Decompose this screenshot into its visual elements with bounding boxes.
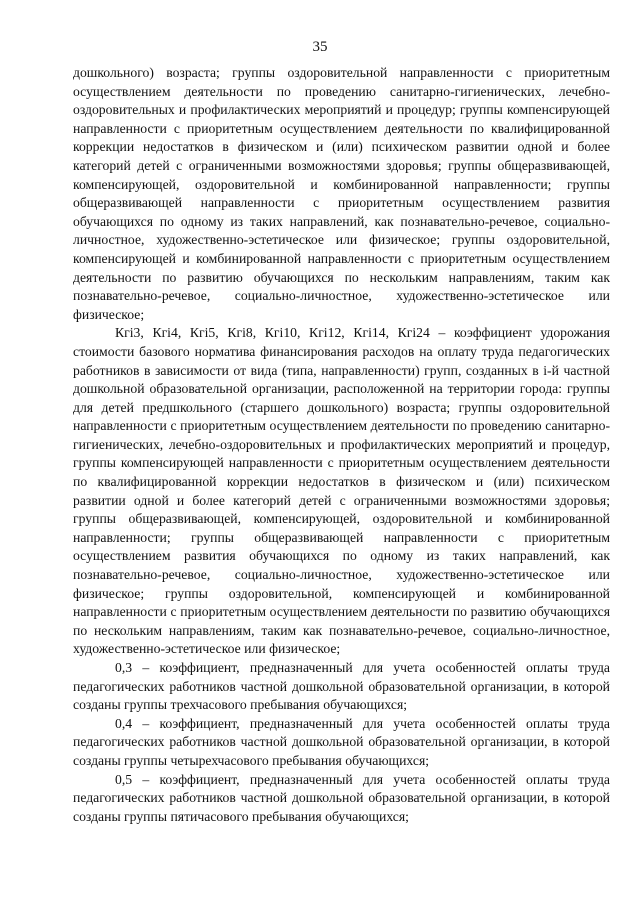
paragraph-coefficient-0-5: 0,5 – коэффициент, предназначенный для учета особенностей оплаты труда педагогических работников частной дошкольной образовательной организации, в которой созданы группы пятичасового пребывания обучающихся; (73, 771, 610, 824)
body-text (73, 64, 610, 826)
paragraph-continuation: дошкольного) возраста; группы оздоровительной направленности с приоритетным осуществлением деятельности по проведению санитарно-гигиенических, лечебно-оздоровительных и профилактических мероприятий и процедур; группы компенсирующей направленности с приоритетным осуществлением деятельности по квалифицированной коррекции недостатков в физическом и (или) психическом развитии одной и более категорий детей с ограниченными возможностями здоровья; группы общеразвивающей, компенсирующей, оздоровительной и комбинированной направленности; группы общеразвивающей направленности с приоритетным осуществлением развития обучающихся по одному из таких направлений, как познавательно-речевое, социально-личностное, художественно-эстетическое или физическое; группы оздоровительной, компенсирующей и комбинированной направленности с приоритетным осуществлением деятельности по развитию обучающихся по нескольким направлениям, таким как познавательно-речевое, социально-личностное, художественно-эстетическое или физическое; (73, 65, 610, 322)
paragraph-coefficient-0-4: 0,4 – коэффициент, предназначенный для учета особенностей оплаты труда педагогических работников частной дошкольной образовательной организации, в которой созданы группы четырехчасового пребывания обучающихся; (73, 715, 610, 768)
paragraph-coefficient-kgi: Кгі3, Кгі4, Кгі5, Кгі8, Кгі10, Кгі12, Кгі14, Кгі24 – коэффициент удорожания стоимости базового норматива финансирования расходов на оплату труда педагогических работников в зависимости от вида (типа, направленности) групп, созданных в і-й частной дошкольной образовательной организации, расположенной на территории города: группы для детей предшкольного (старшего дошкольного) возраста; группы оздоровительной направленности с приоритетным осуществлением деятельности по проведению санитарно-гигиенических, лечебно-оздоровительных и профилактических мероприятий и процедур, группы компенсирующей направленности с приоритетным осуществлением деятельности по квалифицированной коррекции недостатков в физическом и (или) психическом развитии одной и более категорий детей с ограниченными возможностями здоровья; группы общеразвивающей, компенсирующей, оздоровительной и комбинированной направленности; группы общеразвивающей направленности с приоритетным осуществлением развития обучающихся по одному из таких направлений, как познавательно-речевое, социально-личностное, художественно-эстетическое или физическое; группы оздоровительной, компенсирующей и комбинированной направленности с приоритетным осуществлением деятельности по развитию обучающихся по нескольким направлениям, таким как познавательно-речевое, социально-личностное, художественно-эстетическое или физическое; (73, 325, 610, 657)
paragraph-coefficient-0-3: 0,3 – коэффициент, предназначенный для учета особенностей оплаты труда педагогических работников частной дошкольной образовательной организации, в которой созданы группы трехчасового пребывания обучающихся; (73, 660, 610, 713)
page-number: 35 (312, 39, 328, 55)
